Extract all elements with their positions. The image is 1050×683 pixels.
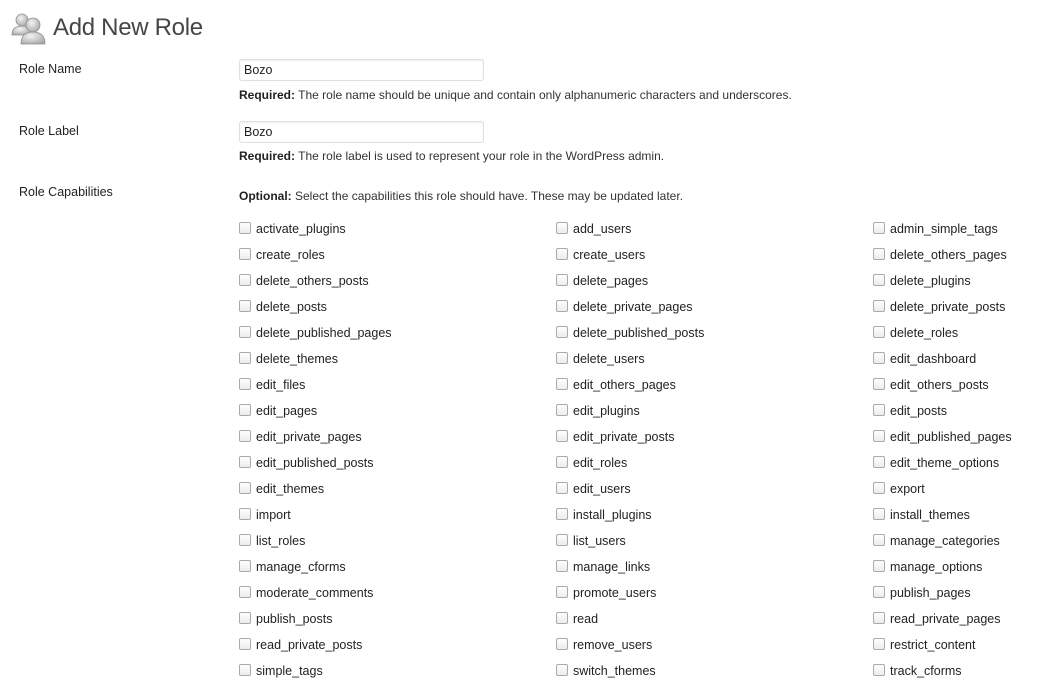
capability-label: read_private_posts (256, 638, 363, 652)
capability-checkbox[interactable] (556, 300, 568, 312)
capability-checkbox[interactable] (873, 248, 885, 260)
capability-checkbox[interactable] (556, 586, 568, 598)
capability-label: edit_others_posts (890, 378, 989, 392)
page-title: Add New Role (53, 14, 203, 41)
capability-label: delete_others_pages (890, 248, 1007, 262)
capability-item[interactable] (239, 504, 556, 530)
capability-checkbox[interactable] (239, 352, 251, 364)
capability-label: edit_files (256, 378, 306, 392)
capability-label: delete_roles (890, 326, 959, 340)
capability-label: edit_roles (573, 456, 628, 470)
capability-item[interactable] (873, 660, 1039, 683)
capability-label: delete_published_pages (256, 326, 392, 340)
capability-checkbox[interactable] (239, 430, 251, 442)
capability-item[interactable] (556, 634, 873, 660)
capability-item[interactable] (239, 244, 556, 270)
capability-item[interactable] (556, 504, 873, 530)
capability-checkbox[interactable] (873, 456, 885, 468)
capability-label: delete_posts (256, 300, 327, 314)
capability-checkbox[interactable] (556, 664, 568, 676)
role-name-description (239, 88, 792, 102)
capability-item[interactable] (239, 400, 556, 426)
capability-label: edit_posts (890, 404, 947, 418)
capability-checkbox[interactable] (239, 664, 251, 676)
capability-item[interactable] (556, 270, 873, 296)
capability-label: add_users (573, 222, 632, 236)
capability-label: delete_pages (573, 274, 649, 288)
capability-item[interactable] (556, 660, 873, 683)
role-label-help-text: The role label is used to represent your role in the WordPress admin. (295, 149, 665, 163)
capability-label: edit_private_pages (256, 430, 362, 444)
capability-item[interactable] (873, 608, 1039, 634)
capability-label: delete_others_posts (256, 274, 369, 288)
capability-item[interactable] (556, 556, 873, 582)
capability-item[interactable] (239, 608, 556, 634)
capability-label: edit_others_pages (573, 378, 676, 392)
capability-checkbox[interactable] (239, 248, 251, 260)
capability-label: create_users (573, 248, 646, 262)
capability-item[interactable] (873, 634, 1039, 660)
role-label-input[interactable] (239, 121, 484, 143)
capability-item[interactable] (873, 374, 1039, 400)
capability-item[interactable] (239, 530, 556, 556)
role-name-input[interactable] (239, 59, 484, 81)
capabilities-grid (239, 218, 1039, 683)
capability-item[interactable] (873, 556, 1039, 582)
capability-checkbox[interactable] (556, 508, 568, 520)
capability-checkbox[interactable] (239, 456, 251, 468)
capability-checkbox[interactable] (556, 378, 568, 390)
capability-label: create_roles (256, 248, 325, 262)
capabilities-description (239, 189, 683, 203)
capability-item[interactable] (873, 348, 1039, 374)
capability-checkbox[interactable] (239, 300, 251, 312)
capability-label: edit_users (573, 482, 631, 496)
capability-checkbox[interactable] (556, 352, 568, 364)
capability-item[interactable] (239, 556, 556, 582)
capability-item[interactable] (239, 426, 556, 452)
capability-item[interactable] (556, 452, 873, 478)
capability-checkbox[interactable] (556, 248, 568, 260)
role-name-required-label: Required: (239, 88, 296, 102)
capability-label: read_private_pages (890, 612, 1001, 626)
capability-item[interactable] (556, 426, 873, 452)
capability-label: moderate_comments (256, 586, 374, 600)
capability-checkbox[interactable] (556, 560, 568, 572)
capability-item[interactable] (873, 452, 1039, 478)
capability-item[interactable] (873, 530, 1039, 556)
capability-checkbox[interactable] (556, 222, 568, 234)
capability-checkbox[interactable] (239, 482, 251, 494)
capability-item[interactable] (239, 322, 556, 348)
capability-label: switch_themes (573, 664, 656, 678)
capability-item[interactable] (239, 374, 556, 400)
capability-checkbox[interactable] (556, 326, 568, 338)
capabilities-help-text: Select the capabilities this role should have. These may be updated later. (291, 189, 684, 203)
capability-item[interactable] (873, 218, 1039, 244)
capability-item[interactable] (873, 244, 1039, 270)
capability-label: delete_themes (256, 352, 339, 366)
capability-item[interactable] (239, 660, 556, 683)
role-name-help-text: The role name should be unique and contain only alphanumeric characters and underscores. (295, 88, 792, 102)
capability-label: manage_categories (890, 534, 1000, 548)
capability-item[interactable] (873, 504, 1039, 530)
capability-checkbox[interactable] (873, 612, 885, 624)
capability-item[interactable] (873, 582, 1039, 608)
role-label-required-label: Required: (239, 149, 296, 163)
capability-label: activate_plugins (256, 222, 346, 236)
capability-item[interactable] (556, 374, 873, 400)
capability-label: manage_links (573, 560, 651, 574)
capability-label: publish_pages (890, 586, 971, 600)
capability-checkbox[interactable] (873, 352, 885, 364)
role-label-label: Role Label (19, 124, 79, 138)
capability-checkbox[interactable] (873, 300, 885, 312)
capability-label: edit_dashboard (890, 352, 977, 366)
capability-checkbox[interactable] (239, 326, 251, 338)
capability-item[interactable] (239, 634, 556, 660)
capability-checkbox[interactable] (873, 664, 885, 676)
capability-checkbox[interactable] (873, 508, 885, 520)
capability-label: edit_plugins (573, 404, 640, 418)
capability-item[interactable] (239, 270, 556, 296)
capability-checkbox[interactable] (556, 430, 568, 442)
capability-checkbox[interactable] (873, 274, 885, 286)
capability-item[interactable] (556, 530, 873, 556)
capability-item[interactable] (873, 322, 1039, 348)
capability-label: publish_posts (256, 612, 333, 626)
capability-label: restrict_content (890, 638, 976, 652)
capability-item[interactable] (556, 478, 873, 504)
capability-checkbox[interactable] (873, 586, 885, 598)
capability-label: admin_simple_tags (890, 222, 998, 236)
capability-label: edit_published_pages (890, 430, 1012, 444)
capability-checkbox[interactable] (239, 534, 251, 546)
capability-item[interactable] (873, 296, 1039, 322)
capability-checkbox[interactable] (556, 534, 568, 546)
capability-checkbox[interactable] (873, 326, 885, 338)
capability-label: edit_themes (256, 482, 325, 496)
capability-checkbox[interactable] (873, 222, 885, 234)
capability-checkbox[interactable] (873, 560, 885, 572)
capability-checkbox[interactable] (239, 404, 251, 416)
capability-label: manage_options (890, 560, 983, 574)
capability-item[interactable] (556, 218, 873, 244)
capability-item[interactable] (556, 244, 873, 270)
capability-label: edit_published_posts (256, 456, 374, 470)
capability-item[interactable] (239, 218, 556, 244)
capability-checkbox[interactable] (873, 638, 885, 650)
capability-item[interactable] (556, 400, 873, 426)
role-capabilities-label: Role Capabilities (19, 185, 113, 199)
role-label-description (239, 149, 664, 163)
capability-item[interactable] (239, 478, 556, 504)
capability-label: install_plugins (573, 508, 652, 522)
capability-label: delete_published_posts (573, 326, 705, 340)
capability-checkbox[interactable] (556, 638, 568, 650)
capability-label: simple_tags (256, 664, 323, 678)
capability-checkbox[interactable] (873, 482, 885, 494)
capability-label: edit_pages (256, 404, 318, 418)
capability-label: remove_users (573, 638, 653, 652)
capability-item[interactable] (556, 348, 873, 374)
capability-checkbox[interactable] (239, 586, 251, 598)
capability-label: delete_users (573, 352, 645, 366)
capability-checkbox[interactable] (239, 560, 251, 572)
capability-item[interactable] (873, 270, 1039, 296)
capability-checkbox[interactable] (873, 430, 885, 442)
capability-label: list_users (573, 534, 626, 548)
capability-checkbox[interactable] (873, 378, 885, 390)
capability-item[interactable] (556, 296, 873, 322)
capability-label: manage_cforms (256, 560, 346, 574)
capability-checkbox[interactable] (556, 456, 568, 468)
capability-item[interactable] (556, 582, 873, 608)
users-icon (10, 10, 46, 46)
capability-item[interactable] (556, 322, 873, 348)
capability-label: promote_users (573, 586, 657, 600)
capability-item[interactable] (873, 426, 1039, 452)
page-header (10, 8, 203, 48)
capability-checkbox[interactable] (873, 404, 885, 416)
capability-item[interactable] (239, 348, 556, 374)
role-name-label: Role Name (19, 62, 82, 76)
capability-label: export (890, 482, 925, 496)
capability-item[interactable] (873, 478, 1039, 504)
capability-label: delete_private_posts (890, 300, 1006, 314)
capability-item[interactable] (239, 452, 556, 478)
capability-item[interactable] (556, 608, 873, 634)
capability-label: read (573, 612, 599, 626)
capability-checkbox[interactable] (556, 274, 568, 286)
capability-label: delete_plugins (890, 274, 971, 288)
capability-checkbox[interactable] (556, 404, 568, 416)
capability-checkbox[interactable] (239, 378, 251, 390)
capability-checkbox[interactable] (239, 612, 251, 624)
capability-label: track_cforms (890, 664, 962, 678)
capability-checkbox[interactable] (556, 612, 568, 624)
capability-label: list_roles (256, 534, 306, 548)
capability-item[interactable] (239, 296, 556, 322)
capability-label: edit_theme_options (890, 456, 1000, 470)
capability-label: import (256, 508, 291, 522)
capability-label: delete_private_pages (573, 300, 693, 314)
capability-checkbox[interactable] (239, 638, 251, 650)
capability-checkbox[interactable] (239, 222, 251, 234)
capability-checkbox[interactable] (239, 274, 251, 286)
capability-label: install_themes (890, 508, 970, 522)
capability-label: edit_private_posts (573, 430, 675, 444)
capability-checkbox[interactable] (873, 534, 885, 546)
capabilities-optional-label: Optional: (239, 189, 292, 203)
capability-checkbox[interactable] (239, 508, 251, 520)
capability-checkbox[interactable] (556, 482, 568, 494)
capability-item[interactable] (873, 400, 1039, 426)
capability-item[interactable] (239, 582, 556, 608)
